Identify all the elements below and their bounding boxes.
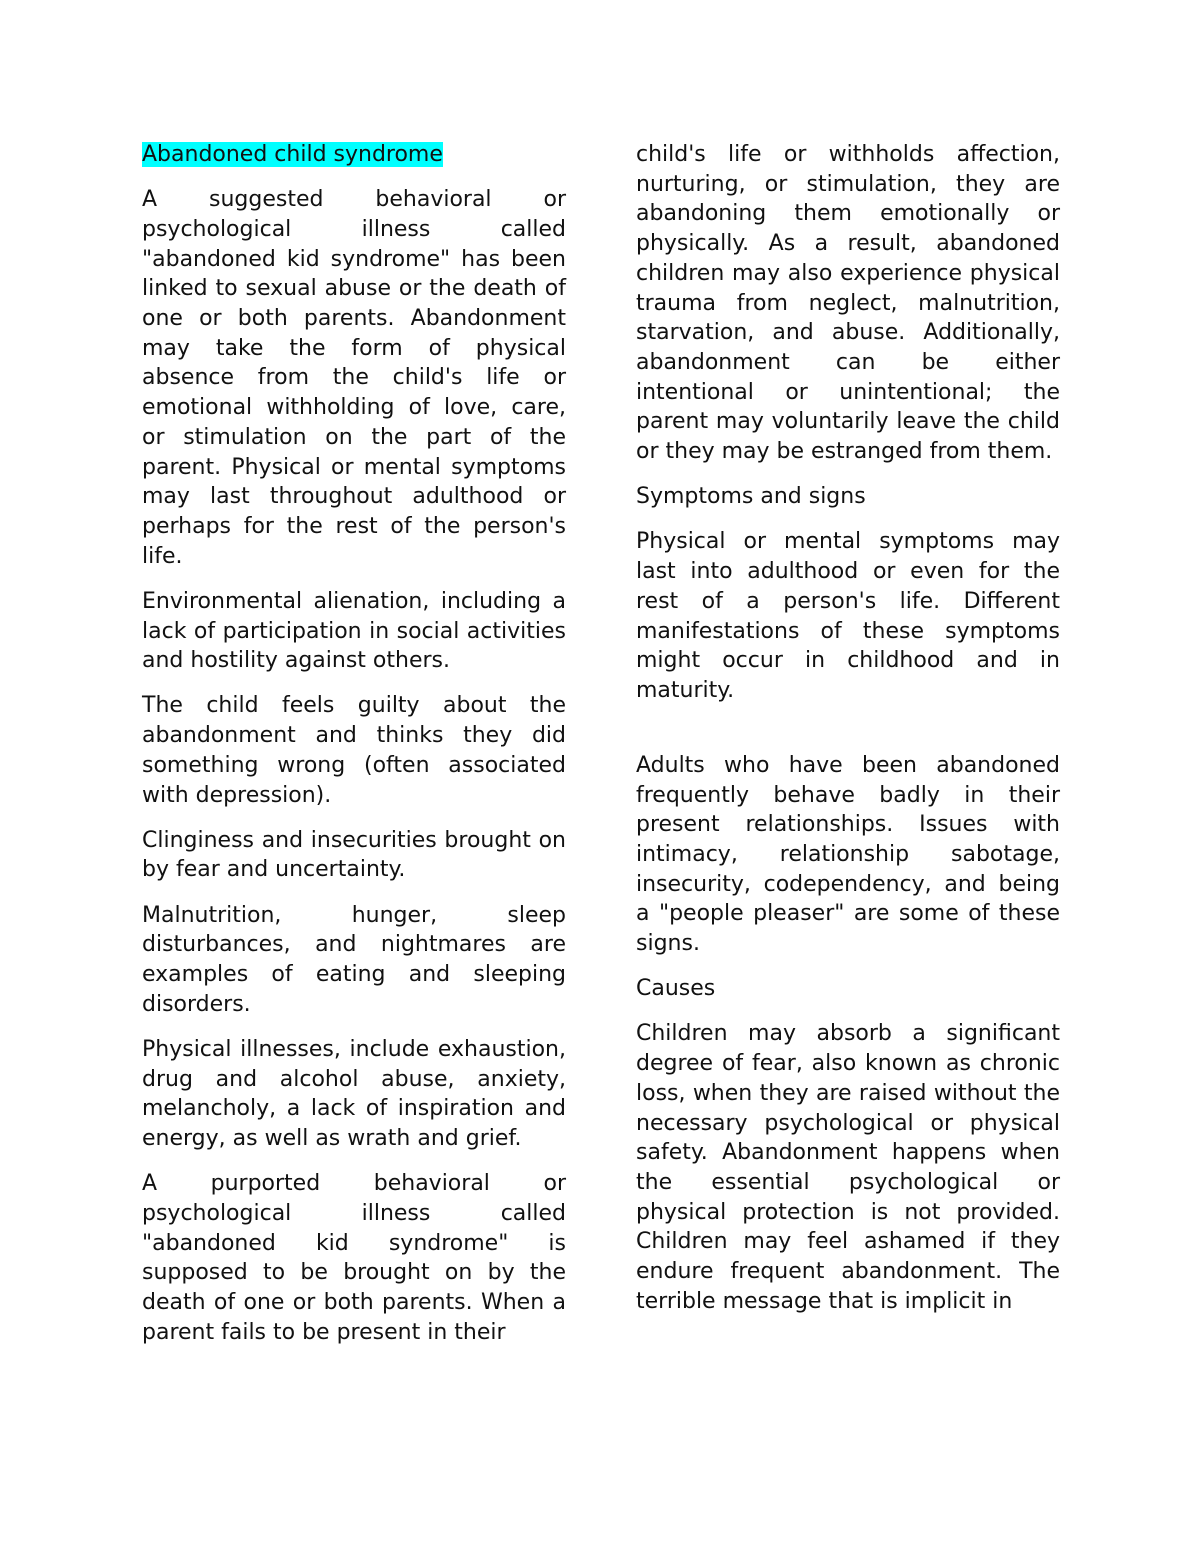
paragraph: The child feels guilty about the abandonment and thinks they did something wrong (often associated with depression). [142, 693, 566, 808]
paragraph: Environmental alienation, including a lack of participation in social activities and hostility against others. [142, 588, 566, 674]
paragraph: Children may absorb a significant degree of fear, also known as chronic loss, when they are raised without the necessary psychological or physical safety. Abandonment happens when the essential psychological or physical protection is not provided. Children may feel ashamed if they endure frequent abandonment. The terrible message that is implicit in [636, 1021, 1060, 1314]
paragraph: A suggested behavioral or psychological illness called "abandoned kid syndrome" has been linked to sexual abuse or the death of one or both parents. Abandonment may take the form of physical absence from the child's life or emotional withholding of love, care, or stimulation on the part of the parent. Physical or mental symptoms may last throughout adulthood or perhaps for the rest of the person's life. [142, 187, 566, 569]
paragraph: A purported behavioral or psychological illness called "abandoned kid syndrome" is supposed to be brought on by the death of one or both parents. When a parent fails to be present in their [142, 1171, 566, 1345]
paragraph: Physical illnesses, include exhaustion, drug and alcohol abuse, anxiety, melancholy, a lack of inspiration and energy, as well as wrath and grief. [142, 1036, 566, 1152]
left-column [142, 140, 566, 1363]
paragraph: Malnutrition, hunger, sleep disturbances, and nightmares are examples of eating and sleeping disorders. [142, 902, 566, 1017]
paragraph: Clinginess and insecurities brought on by fear and uncertainty. [142, 827, 566, 883]
section-heading-causes: Causes [636, 976, 716, 1002]
section-heading-symptoms: Symptoms and signs [636, 484, 866, 510]
paragraph: Adults who have been abandoned frequently behave badly in their present relationships. Issues with intimacy, relationship sabotage, insecurity, codependency, and being a "people pleaser" are some of these signs. [636, 752, 1060, 957]
right-column [636, 140, 1060, 1332]
document-title: Abandoned child syndrome [142, 142, 443, 167]
paragraph-continuation: child's life or withholds affection, nurturing, or stimulation, they are abandoning them emotionally or physically. As a result, abandoned children may also experience physical trauma from neglect, malnutrition, starvation, and abuse. Additionally, abandonment can be either intentional or unintentional; the parent may voluntarily leave the child or they may be estranged from them. [636, 142, 1060, 465]
empty-paragraph [636, 721, 1060, 751]
paragraph: Physical or mental symptoms may last into adulthood or even for the rest of a person's life. Different manifestations of these symptoms might occur in childhood and in maturity. [636, 529, 1060, 703]
document-title-line [142, 140, 566, 170]
